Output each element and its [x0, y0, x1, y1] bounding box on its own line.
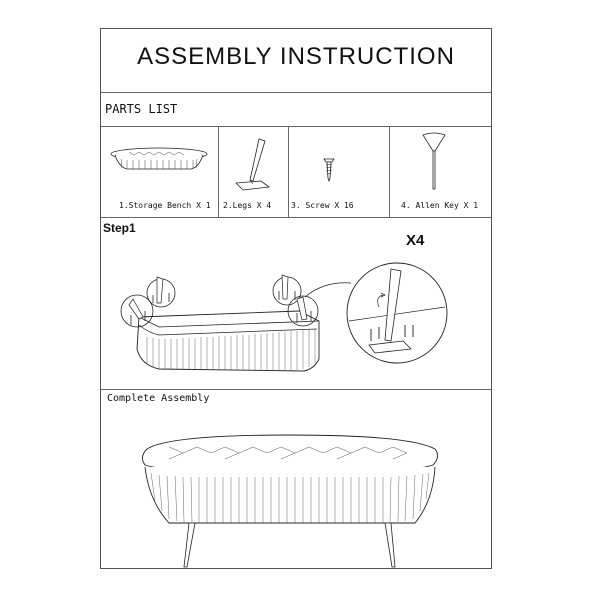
parts-list-heading: PARTS LIST [105, 102, 178, 116]
leg-icon [231, 137, 276, 192]
part-label-legs: 2.Legs X 4 [223, 201, 272, 210]
divider [101, 217, 491, 218]
step1-diagram [119, 269, 479, 384]
allen-key-icon [419, 131, 449, 193]
divider [218, 126, 219, 217]
storage-bench-icon [109, 145, 209, 185]
page-title: ASSEMBLY INSTRUCTION [137, 43, 455, 70]
part-label-storage-bench: 1.Storage Bench X 1 [119, 201, 211, 210]
divider [101, 126, 491, 127]
complete-assembly-heading: Complete Assembly [107, 393, 210, 404]
screw-icon [323, 156, 335, 182]
part-label-screw: 3. Screw X 16 [291, 201, 354, 210]
complete-bench-diagram [129, 431, 459, 571]
divider [101, 389, 491, 390]
step1-multiplier: X4 [406, 232, 425, 249]
divider [101, 92, 491, 93]
part-label-allen-key: 4. Allen Key X 1 [401, 201, 479, 210]
step1-heading: Step1 [103, 221, 136, 235]
instruction-sheet [100, 28, 492, 569]
divider [288, 126, 289, 217]
divider [389, 126, 390, 217]
